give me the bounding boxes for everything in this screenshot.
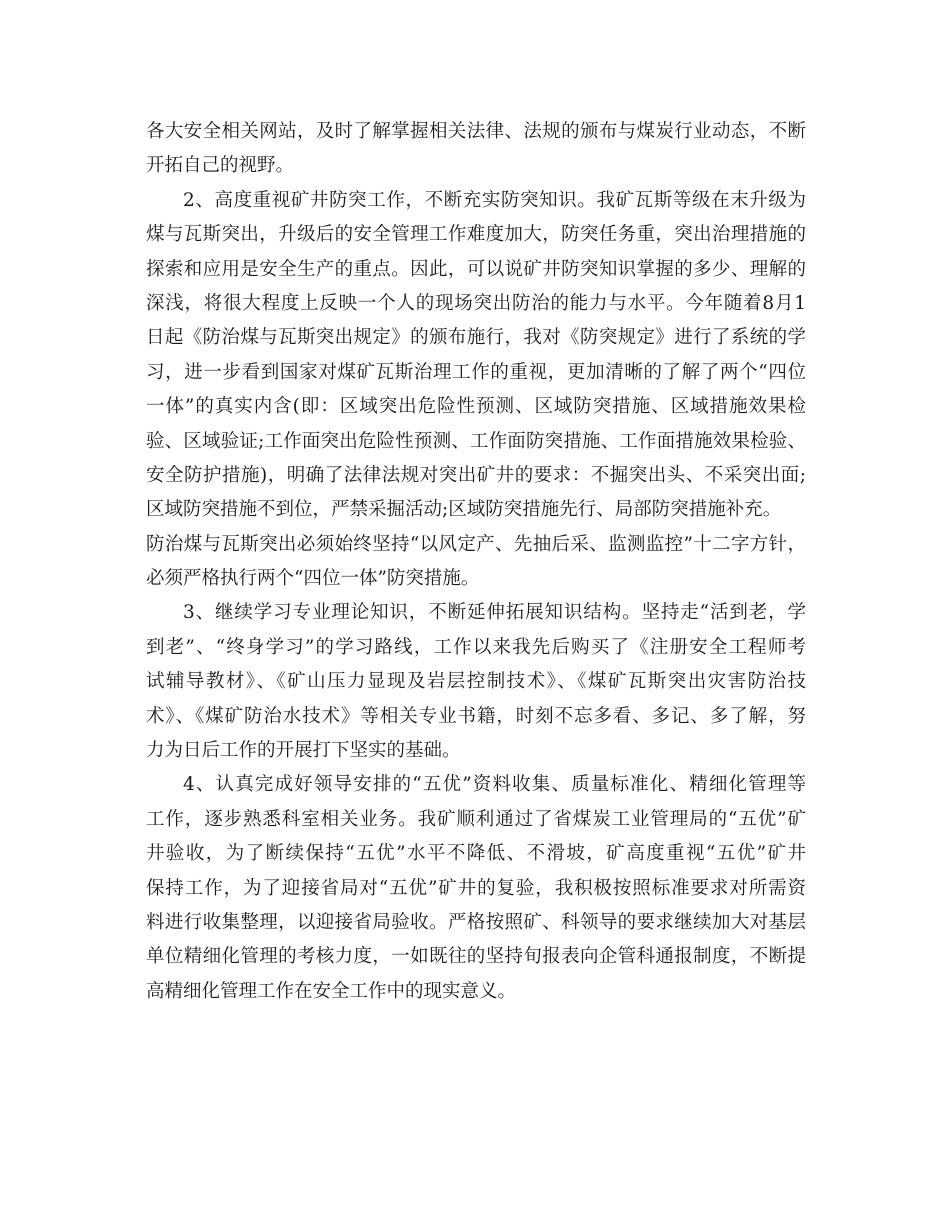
text-line-13: 防治煤与瓦斯突出必须始终坚持“以风定产、先抽后采、监测监控”十二字方针，	[146, 533, 806, 555]
text-line-6: 深浅，将很大程度上反映一个人的现场突出防治的能力与水平。今年随着8月1	[146, 292, 806, 314]
text-line-24: 料进行收集整理，以迎接省局验收。严格按照矿、科领导的要求继续加大对基层	[146, 911, 806, 933]
paragraph-3-start: 3、继续学习专业理论知识，不断延伸拓展知识结构。坚持走“活到老，学	[183, 602, 806, 624]
text-line-5: 探索和应用是安全生产的重点。因此，可以说矿井防突知识掌握的多少、理解的	[146, 258, 806, 280]
text-line-16: 到老”、“终身学习”的学习路线，工作以来我先后购买了《注册安全工程师考	[146, 636, 806, 658]
text-line-11: 安全防护措施)，明确了法律法规对突出矿井的要求：不掘突出头、不采突出面;	[146, 464, 806, 486]
text-line-7: 日起《防治煤与瓦斯突出规定》的颁布施行，我对《防突规定》进行了系统的学	[146, 327, 806, 349]
text-line-9: 一体”的真实内含(即：区域突出危险性预测、区域防突措施、区域措施效果检	[146, 396, 806, 418]
text-line-19: 力为日后工作的开展打下坚实的基础。	[146, 740, 461, 762]
text-line-12: 区域防突措施不到位，严禁采掘活动;区域防突措施先行、局部防突措施补充。	[146, 499, 782, 521]
text-line-23: 保持工作，为了迎接省局对“五优”矿井的复验，我积极按照标准要求对所需资	[146, 877, 806, 899]
text-line-17: 试辅导教材》、《矿山压力显现及岩层控制技术》、《煤矿瓦斯突出灾害防治技	[146, 671, 806, 693]
document-body	[146, 115, 806, 1009]
text-line-8: 习，进一步看到国家对煤矿瓦斯治理工作的重视，更加清晰的了解了两个“四位	[146, 361, 806, 383]
text-line-10: 验、区域验证;工作面突出危险性预测、工作面防突措施、工作面措施效果检验、	[146, 430, 806, 452]
text-line-4: 煤与瓦斯突出，升级后的安全管理工作难度加大，防突任务重，突出治理措施的	[146, 224, 806, 246]
text-line-2: 开拓自己的视野。	[146, 155, 295, 177]
text-line-22: 井验收，为了断续保持“五优”水平不降低、不滑坡，矿高度重视“五优”矿井	[146, 843, 806, 865]
text-line-1: 各大安全相关网站，及时了解掌握相关法律、法规的颁布与煤炭行业动态，不断	[146, 121, 806, 142]
text-line-25: 单位精细化管理的考核力度，一如既往的坚持旬报表向企管科通报制度，不断提	[146, 946, 806, 968]
paragraph-2-start: 2、高度重视矿井防突工作，不断充实防突知识。我矿瓦斯等级在末升级为	[183, 189, 806, 211]
text-line-21: 工作，逐步熟悉科室相关业务。我矿顺利通过了省煤炭工业管理局的“五优”矿	[146, 808, 806, 830]
text-line-26: 高精细化管理工作在安全工作中的现实意义。	[146, 980, 517, 1002]
text-line-18: 术》、《煤矿防治水技术》等相关专业书籍，时刻不忘多看、多记、多了解，努	[146, 705, 806, 727]
text-line-14: 必须严格执行两个“四位一体”防突措施。	[146, 568, 480, 590]
paragraph-4-start: 4、认真完成好领导安排的“五优”资料收集、质量标准化、精细化管理等	[183, 774, 806, 796]
